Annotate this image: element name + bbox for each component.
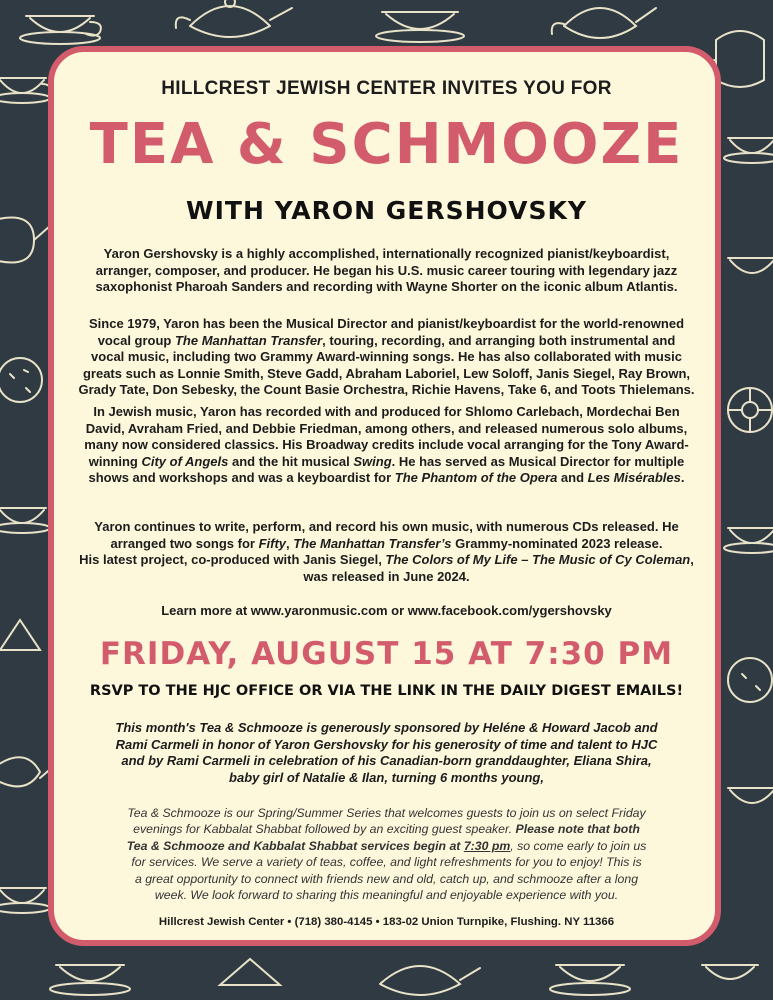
series-line (60, 838, 713, 854)
sponsor-line: Rami Carmeli in honor of Yaron Gershovsky for his generosity of time and talent to HJC (115, 736, 658, 752)
text-span: and (557, 470, 588, 486)
event-date: FRIDAY, AUGUST 15 AT 7:30 PM (99, 636, 674, 672)
bio-paragraph-1 (60, 246, 713, 296)
show-title: Les Misérables (587, 470, 681, 486)
important-note: Tea & Schmooze and Kabbalat Shabbat services begin at (126, 838, 464, 853)
rsvp-instructions: RSVP TO THE HJC OFFICE OR VIA THE LINK IN THE DAILY DIGEST EMAILS! (89, 683, 684, 699)
bio-paragraph-3 (60, 404, 713, 487)
text-span: , so come early to join us (510, 838, 647, 853)
text-span: winning (88, 453, 142, 469)
text-span: evenings for Kabbalat Shabbat followed by an exciting guest speaker. (133, 822, 516, 837)
bio-p2-line: vocal music, including two Grammy Award-winning songs. He has also collaborated with music (91, 349, 682, 365)
text-span: shows and workshops and was a keyboardist for (88, 470, 395, 486)
series-description (60, 805, 713, 903)
text-span: Grammy-nominated 2023 release. (451, 535, 663, 551)
bio-p4-line: Yaron continues to write, perform, and record his own music, with numerous CDs released. He (94, 519, 679, 534)
bio-p1-line: saxophonist Pharoah Sanders and recording with Wayne Shorter on the iconic album Atlantis. (95, 279, 678, 295)
invitation-heading: HILLCREST JEWISH CENTER INVITES YOU FOR (161, 78, 612, 99)
bio-p2-line: Grady Tate, Don Sebesky, the Count Basie Orchestra, Richie Havens, Take 6, and Toots Thielemans. (78, 382, 695, 398)
important-note: Please note that both (515, 822, 640, 837)
series-line: for services. We serve a variety of teas, coffee, and light refreshments for you to enjoy! This is (131, 855, 642, 870)
text-span: . He has served as Musical Director for multiple (391, 453, 685, 469)
series-line: Tea & Schmooze is our Spring/Summer Series that welcomes guests to join us on select Friday (127, 806, 646, 820)
album-title: The Colors of My Life – The Music of Cy Coleman (385, 552, 691, 568)
start-time: 7:30 pm (463, 838, 511, 853)
sponsor-line: This month's Tea & Schmooze is generously sponsored by Heléne & Howard Jacob and (115, 720, 658, 735)
bio-p4-line: was released in June 2024. (303, 568, 470, 584)
show-title: The Phantom of the Opera (394, 470, 558, 486)
text-span: vocal group (97, 332, 175, 348)
sponsor-note (60, 720, 713, 786)
bio-p1-line: Yaron Gershovsky is a highly accomplished, internationally recognized pianist/keyboardist, (103, 246, 670, 261)
bio-p3-line: In Jewish music, Yaron has recorded with and produced for Shlomo Carlebach, Mordechai Ben (93, 404, 680, 419)
text-span: , (286, 535, 294, 551)
bio-p4-line (60, 552, 713, 569)
series-line: a great opportunity to connect with friends new and old, catch up, and schmooze after a long (134, 871, 639, 886)
bio-p4-line (60, 536, 713, 553)
bio-p2-line: Since 1979, Yaron has been the Musical Director and pianist/keyboardist for the world-renowned (88, 316, 685, 331)
event-title: TEA & SCHMOOZE (89, 112, 684, 177)
bio-p3-line: many now considered classics. His Broadway credits include vocal arranging for the Tony Award- (84, 437, 689, 453)
bio-p3-line (60, 470, 713, 487)
show-title: Swing (353, 453, 392, 469)
text-span: . (680, 470, 685, 486)
album-title: Fifty (258, 535, 287, 551)
bio-p3-line (60, 454, 713, 471)
group-name: The Manhattan Transfer’s (293, 535, 452, 551)
sponsor-line: and by Rami Carmeli in celebration of his Canadian-born granddaughter, Eliana Shira, (121, 753, 652, 769)
bio-p1-line: arranger, composer, and producer. He began his U.S. music career touring with legendary jazz (95, 262, 678, 278)
bio-paragraph-2 (60, 316, 713, 399)
event-subtitle: WITH YARON GERSHOVSKY (186, 196, 587, 225)
text-span: arranged two songs for (110, 535, 259, 551)
bio-paragraph-4 (60, 519, 713, 585)
group-name: The Manhattan Transfer (174, 332, 323, 348)
text-span: His latest project, co-produced with Janis Siegel, (79, 552, 386, 568)
learn-more-links: Learn more at www.yaronmusic.com or www.facebook.com/ygershovsky (161, 603, 612, 618)
bio-p3-line: David, Avraham Fried, and Debbie Friedman, among others, and released numerous solo albums, (85, 420, 688, 436)
footer-contact: Hillcrest Jewish Center • (718) 380-4145 • 183-02 Union Turnpike, Flushing. NY 11366 (158, 916, 615, 928)
bio-p2-line: greats such as Lonnie Smith, Steve Gadd, Abraham Laboriel, Lew Soloff, Janis Siegel, Ray Brown, (82, 365, 691, 381)
sponsor-line: baby girl of Natalie & Ilan, turning 6 months young, (229, 769, 544, 785)
show-title: City of Angels (141, 453, 229, 469)
series-line (60, 821, 713, 837)
text-span: , touring, recording, and arranging both instrumental and (322, 332, 676, 348)
text-span: and the hit musical (228, 453, 354, 469)
text-span: , (690, 552, 694, 568)
bio-p2-line (60, 333, 713, 350)
series-line: week. We look forward to sharing this meaningful and enjoyable experience with you. (154, 888, 619, 903)
